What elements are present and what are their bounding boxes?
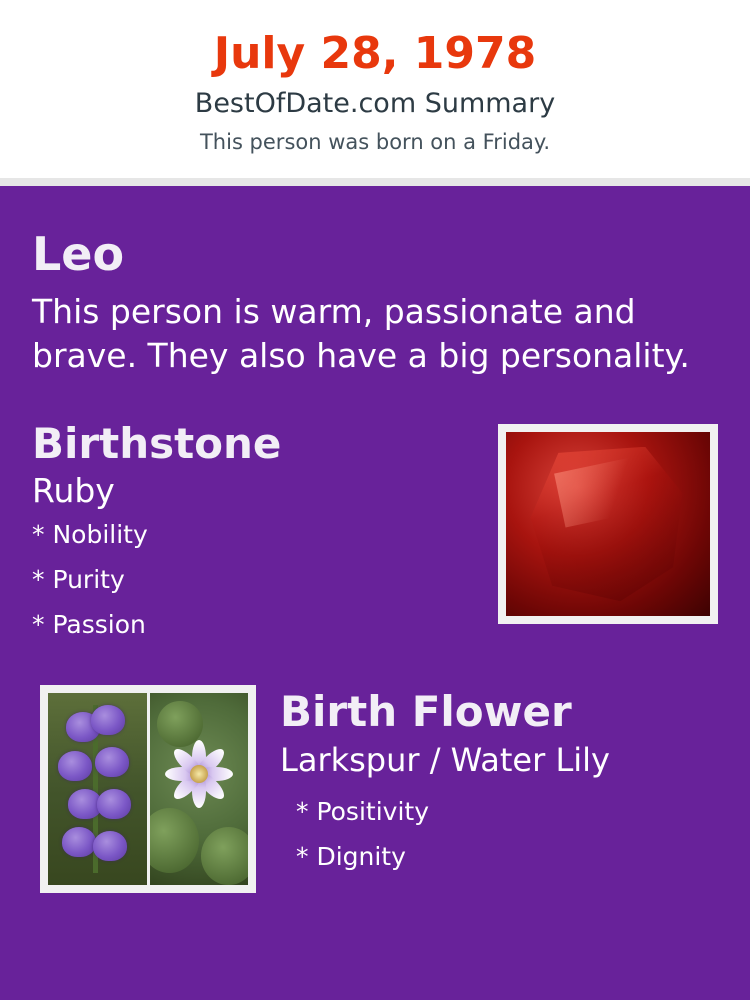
header-subtitle: This person was born on a Friday. [199, 130, 551, 154]
birthflower-title: Birth Flower [280, 687, 572, 736]
zodiac-description: This person is warm, passionate and brave. They also have a big personality. [32, 292, 690, 375]
birthstone-trait: * Purity [32, 565, 125, 594]
header [0, 0, 750, 178]
birthstone-section [32, 420, 718, 647]
birthflower-name: Larkspur / Water Lily [280, 741, 610, 779]
flower-image [40, 685, 256, 893]
birthflower-text [280, 685, 718, 879]
content-panel [0, 186, 750, 1000]
larkspur-photo [48, 693, 147, 885]
lily-bloom-icon [163, 738, 235, 810]
header-divider [0, 178, 750, 186]
ruby-image [498, 424, 718, 624]
birthstone-trait: * Nobility [32, 520, 148, 549]
water-lily-photo [150, 693, 249, 885]
birthflower-trait: * Positivity [296, 797, 429, 826]
birthstone-title: Birthstone [32, 419, 282, 468]
birthstone-name: Ruby [32, 471, 115, 510]
zodiac-sign: Leo [32, 227, 125, 281]
ruby-gem-icon [506, 432, 710, 616]
site-name: BestOfDate.com Summary [194, 88, 556, 119]
birthflower-section [32, 685, 718, 895]
birthflower-traits [280, 789, 718, 879]
birthstone-trait: * Passion [32, 610, 146, 639]
page-title: July 28, 1978 [213, 28, 537, 79]
birthflower-trait: * Dignity [296, 842, 406, 871]
